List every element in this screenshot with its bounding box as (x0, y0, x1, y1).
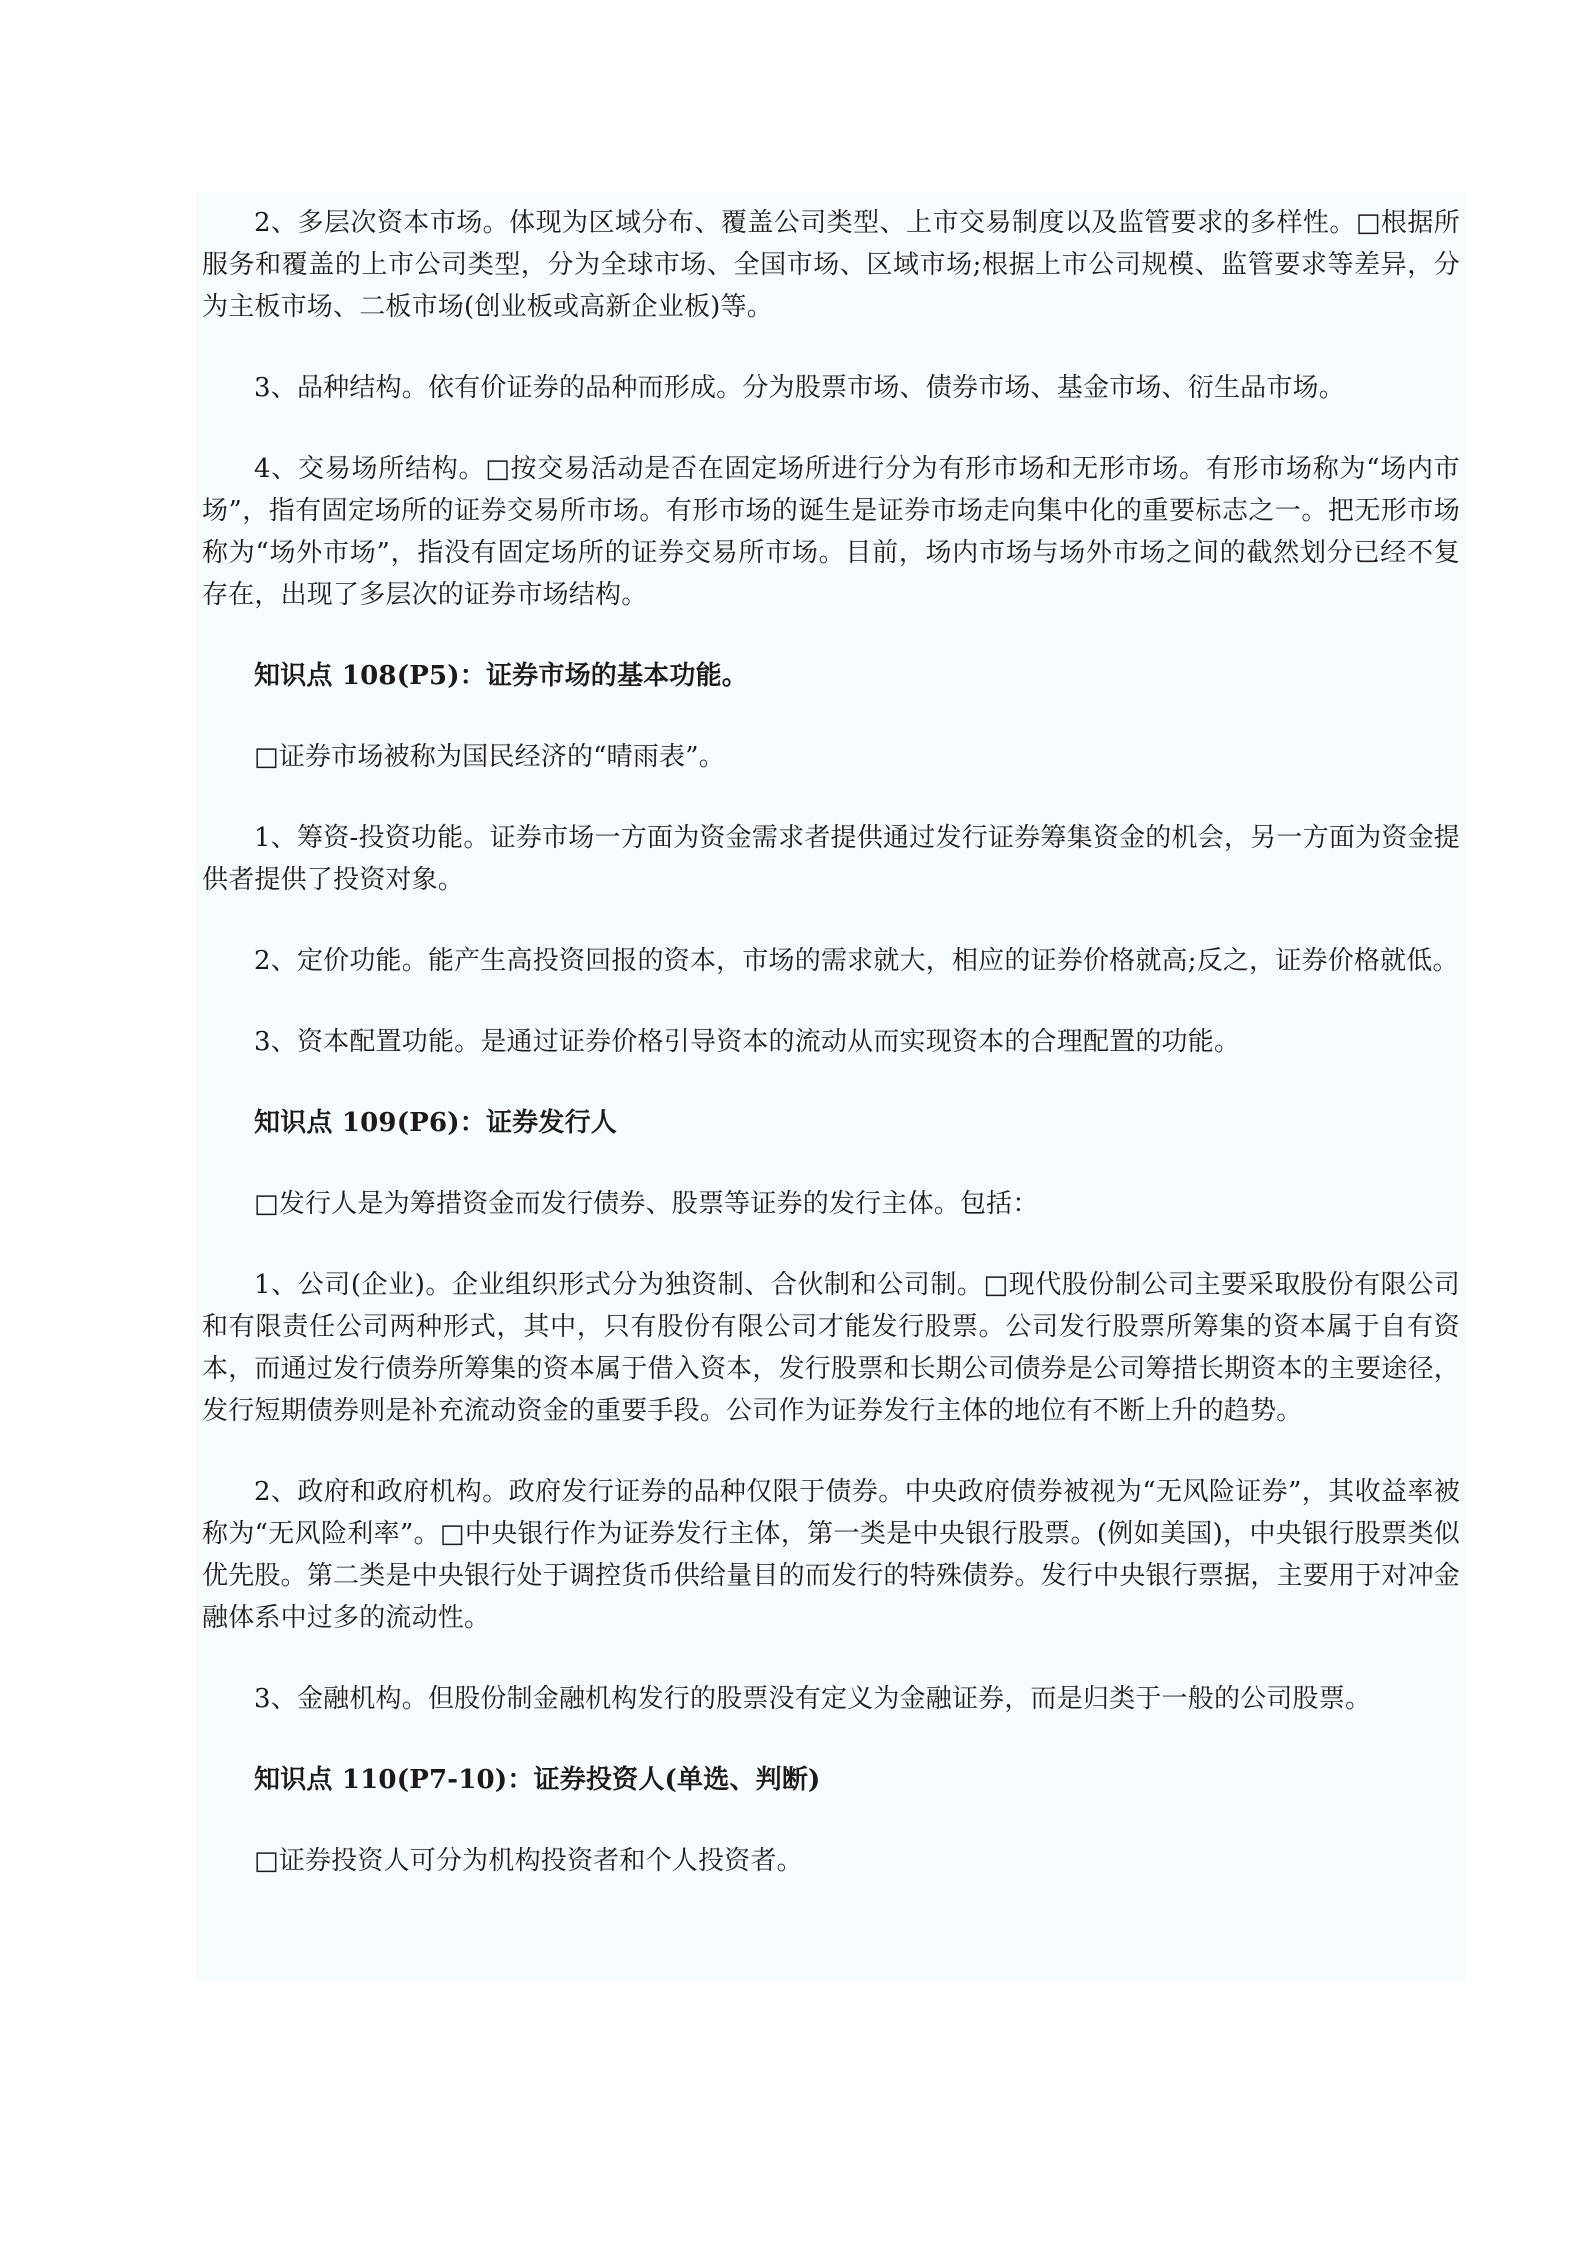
paragraph-capital-allocation: 3、资本配置功能。是通过证券价格引导资本的流动从而实现资本的合理配置的功能。 (254, 1027, 1241, 1057)
section-heading-108: 知识点 108(P5)：证券市场的基本功能。 (254, 661, 748, 691)
paragraph-company-issuer: 1、公司(企业)。企业组织形式分为独资制、合伙制和公司制。□现代股份制公司主要采取股份有限公司和有限责任公司两种形式，其中，只有股份有限公司才能发行股票。公司发行股票所筹集的资本属于自有资本，而通过发行债券所筹集的资本属于借入资本，发行股票和长期公司债券是公司筹措长期资本的主要途径，发行短期债券则是补充流动资金的重要手段。公司作为证券发行主体的地位有不断上升的趋势。 (202, 1270, 1460, 1426)
section-heading-110: 知识点 110(P7-10)：证券投资人(单选、判断) (254, 1765, 821, 1795)
document-content (196, 192, 1466, 1982)
paragraph-multilevel-capital-market: 2、多层次资本市场。体现为区域分布、覆盖公司类型、上市交易制度以及监管要求的多样性。□根据所服务和覆盖的上市公司类型，分为全球市场、全国市场、区域市场;根据上市公司规模、监管要求等差异，分为主板市场、二板市场(创业板或高新企业板)等。 (202, 208, 1460, 322)
section-heading-109: 知识点 109(P6)：证券发行人 (254, 1108, 617, 1138)
paragraph-pricing: 2、定价功能。能产生高投资回报的资本，市场的需求就大，相应的证券价格就高;反之，证券价格就低。 (254, 946, 1459, 976)
paragraph-variety-structure: 3、品种结构。依有价证券的品种而形成。分为股票市场、债券市场、基金市场、衍生品市场。 (254, 373, 1345, 403)
paragraph-issuer-intro: □发行人是为筹措资金而发行债券、股票等证券的发行主体。包括： (254, 1189, 1039, 1219)
paragraph-financial-institution-issuer: 3、金融机构。但股份制金融机构发行的股票没有定义为金融证券，而是归类于一般的公司股票。 (254, 1684, 1372, 1714)
paragraph-trading-venue-structure: 4、交易场所结构。□按交易活动是否在固定场所进行分为有形市场和无形市场。有形市场称为“场内市场”，指有固定场所的证券交易所市场。有形市场的诞生是证券市场走向集中化的重要标志之一。把无形市场称为“场外市场”，指没有固定场所的证券交易所市场。目前，场内市场与场外市场之间的截然划分已经不复存在，出现了多层次的证券市场结构。 (202, 454, 1460, 610)
paragraph-financing-investment: 1、筹资-投资功能。证券市场一方面为资金需求者提供通过发行证券筹集资金的机会，另一方面为资金提供者提供了投资对象。 (202, 823, 1460, 895)
paragraph-barometer: □证券市场被称为国民经济的“晴雨表”。 (254, 742, 725, 772)
paragraph-investor-types: □证券投资人可分为机构投资者和个人投资者。 (254, 1846, 803, 1876)
paragraph-government-issuer: 2、政府和政府机构。政府发行证券的品种仅限于债券。中央政府债券被视为“无风险证券”，其收益率被称为“无风险利率”。□中央银行作为证券发行主体，第一类是中央银行股票。(例如美国)，中央银行股票类似优先股。第二类是中央银行处于调控货币供给量目的而发行的特殊债券。发行中央银行票据，主要用于对冲金融体系中过多的流动性。 (202, 1477, 1460, 1633)
